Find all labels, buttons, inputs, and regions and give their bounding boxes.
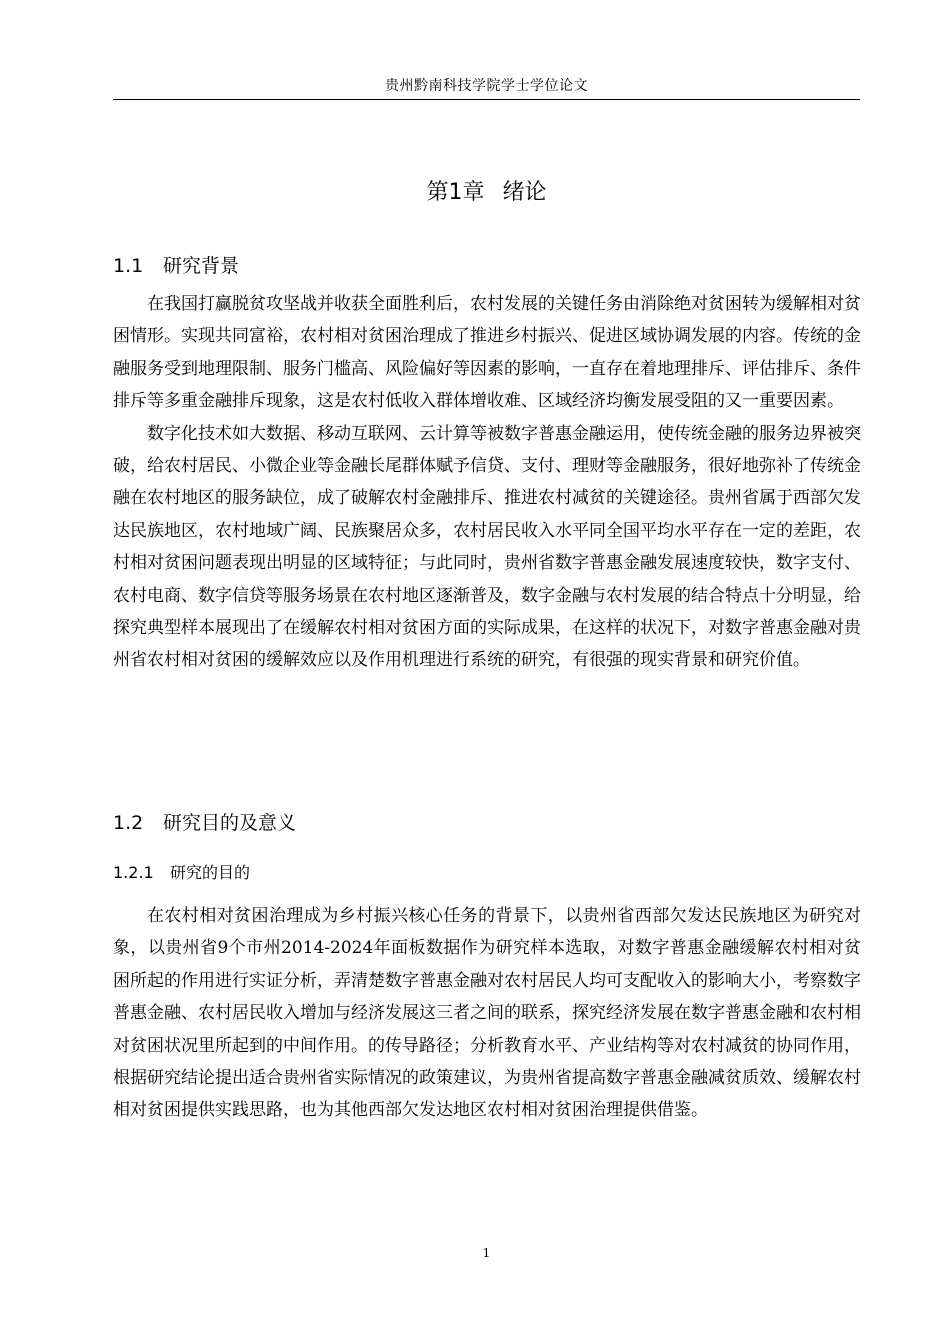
body-paragraph: 在农村相对贫困治理成为乡村振兴核心任务的背景下，以贵州省西部欠发达民族地区为研究对象，以贵州省9个市州2014-2024年面板数据作为研究样本选取，对数字普惠金融缓解农村相对贫困所起的作用进行实证分析，弄清楚数字普惠金融对农村居民人均可支配收入的影响大小，考察数字普惠金融、农村居民收入增加与经济发展这三者之间的联系，探究经济发展在数字普惠金融和农村相对贫困状况里所起到的中间作用。的传导路径；分析教育水平、产业结构等对农村减贫的协同作用，根据研究结论提出适合贵州省实际情况的政策建议，为贵州省提高数字普惠金融减贫质效、缓解农村相对贫困提供实践思路，也为其他西部欠发达地区农村相对贫困治理提供借鉴。 <box>113 906 861 1121</box>
section-heading-1-1 <box>113 251 239 281</box>
section-title: 研究背景 <box>163 255 240 277</box>
subsection-heading-1-2-1 <box>113 860 250 886</box>
section-number: 1.2 <box>113 812 144 834</box>
section-title: 研究目的及意义 <box>163 812 297 834</box>
header-divider <box>113 99 860 100</box>
page-number: 1 <box>482 1246 491 1260</box>
subsection-1-2-1-body <box>113 900 861 1127</box>
subsection-number: 1.2.1 <box>113 863 154 882</box>
section-number: 1.1 <box>113 255 144 277</box>
section-heading-1-2 <box>113 808 296 838</box>
chapter-name: 绪论 <box>502 180 547 205</box>
body-paragraph: 数字化技术如大数据、移动互联网、云计算等被数字普惠金融运用，使传统金融的服务边界被突破，给农村居民、小微企业等金融长尾群体赋予信贷、支付、理财等金融服务，很好地弥补了传统金融在农村地区的服务缺位，成了破解农村金融排斥、推进农村减贫的关键途径。贵州省属于西部欠发达民族地区，农村地域广阔、民族聚居众多，农村居民收入水平同全国平均水平存在一定的差距，农村相对贫困问题表现出明显的区域特征；与此同时，贵州省数字普惠金融发展速度较快，数字支付、农村电商、数字信贷等服务场景在农村地区逐渐普及，数字金融与农村发展的结合特点十分明显，给探究典型样本展现出了在缓解农村相对贫困方面的实际成果，在这样的状况下，对数字普惠金融对贵州省农村相对贫困的缓解效应以及作用机理进行系统的研究，有很强的现实背景和研究价值。 <box>113 423 861 671</box>
section-1-1-body <box>113 288 861 677</box>
subsection-title: 研究的目的 <box>170 863 251 882</box>
chapter-number: 第1章 <box>426 180 485 205</box>
chapter-title <box>113 176 860 210</box>
page-header: 贵州黔南科技学院学士学位论文 <box>385 78 588 94</box>
body-paragraph: 在我国打赢脱贫攻坚战并收获全面胜利后，农村发展的关键任务由消除绝对贫困转为缓解相对贫困情形。实现共同富裕，农村相对贫困治理成了推进乡村振兴、促进区域协调发展的内容。传统的金融服务受到地理限制、服务门槛高、风险偏好等因素的影响，一直存在着地理排斥、评估排斥、条件排斥等多重金融排斥现象，这是农村低收入群体增收难、区域经济均衡发展受阻的又一重要因素。 <box>113 294 861 412</box>
